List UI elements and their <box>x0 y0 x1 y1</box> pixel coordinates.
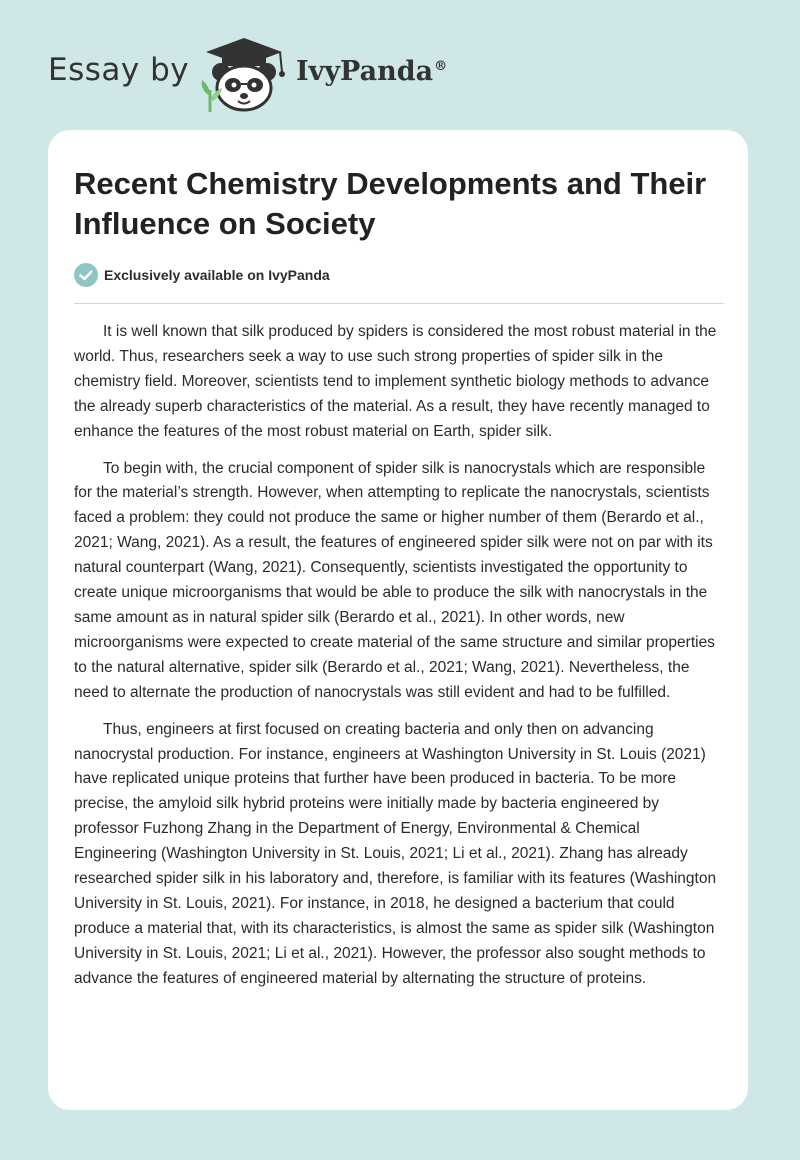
essay-by-label: Essay by <box>48 52 190 88</box>
exclusive-label: Exclusively available on IvyPanda <box>104 267 330 283</box>
essay-paragraph: It is well known that silk produced by spiders is considered the most robust material in the world. Thus, researchers seek a way to use such strong properties of spider silk in the chemistry field. Moreover, scientists tend to implement synthetic biology methods to advance the already superb characteristics of the material. As a result, they have recently managed to enhance the features of the most robust material on Earth, spider silk. <box>74 323 717 440</box>
essay-paragraph: To begin with, the crucial component of spider silk is nanocrystals which are responsible for the material’s strength. However, when attempting to replicate the nanocrystals, scientists faced a problem: they could not produce the same or higher number of them (Berardo et al., 2021; Wang, 2021). As a result, the features of engineered spider silk were not on par with its natural counterpart (Wang, 2021). Consequently, scientists investigated the opportunity to create unique microorganisms that would be able to produce the silk with nanocrystals in the same amount as in natural spider silk (Berardo et al., 2021). In other words, new microorganisms were expected to create material of the same structure and similar properties to the natural alternative, spider silk (Berardo et al., 2021; Wang, 2021). Nevertheless, the need to alternate the production of nanocrystals was still evident and had to be fulfilled. <box>74 459 715 701</box>
divider <box>74 303 724 304</box>
site-header <box>0 0 800 120</box>
panda-graduate-icon[interactable] <box>196 36 292 112</box>
check-circle-icon <box>74 263 98 287</box>
essay-body <box>74 320 724 1004</box>
essay-card <box>48 130 748 1110</box>
exclusive-badge <box>74 262 330 288</box>
ivypanda-wordmark[interactable]: IvyPanda® <box>296 56 448 87</box>
essay-title: Recent Chemistry Developments and Their Influence on Society <box>74 166 707 241</box>
essay-paragraph: Thus, engineers at first focused on creating bacteria and only then on advancing nanocrystal production. For instance, engineers at Washington University in St. Louis (2021) have replicated unique proteins that further have been produced in bacteria. To be more precise, the amyloid silk hybrid proteins were initially made by bacteria engineered by professor Fuzhong Zhang in the Department of Energy, Environmental & Chemical Engineering (Washington University in St. Louis, 2021; Li et al., 2021). Zhang has already researched spider silk in his laboratory and, therefore, is familiar with its features (Washington University in St. Louis, 2021). For instance, in 2018, he designed a bacterium that could produce a material that, with its characteristics, is almost the same as spider silk (Washington University in St. Louis, 2021; Li et al., 2021). However, the professor also sought methods to advance the features of engineered material by alternating the structure of proteins. <box>74 720 717 987</box>
